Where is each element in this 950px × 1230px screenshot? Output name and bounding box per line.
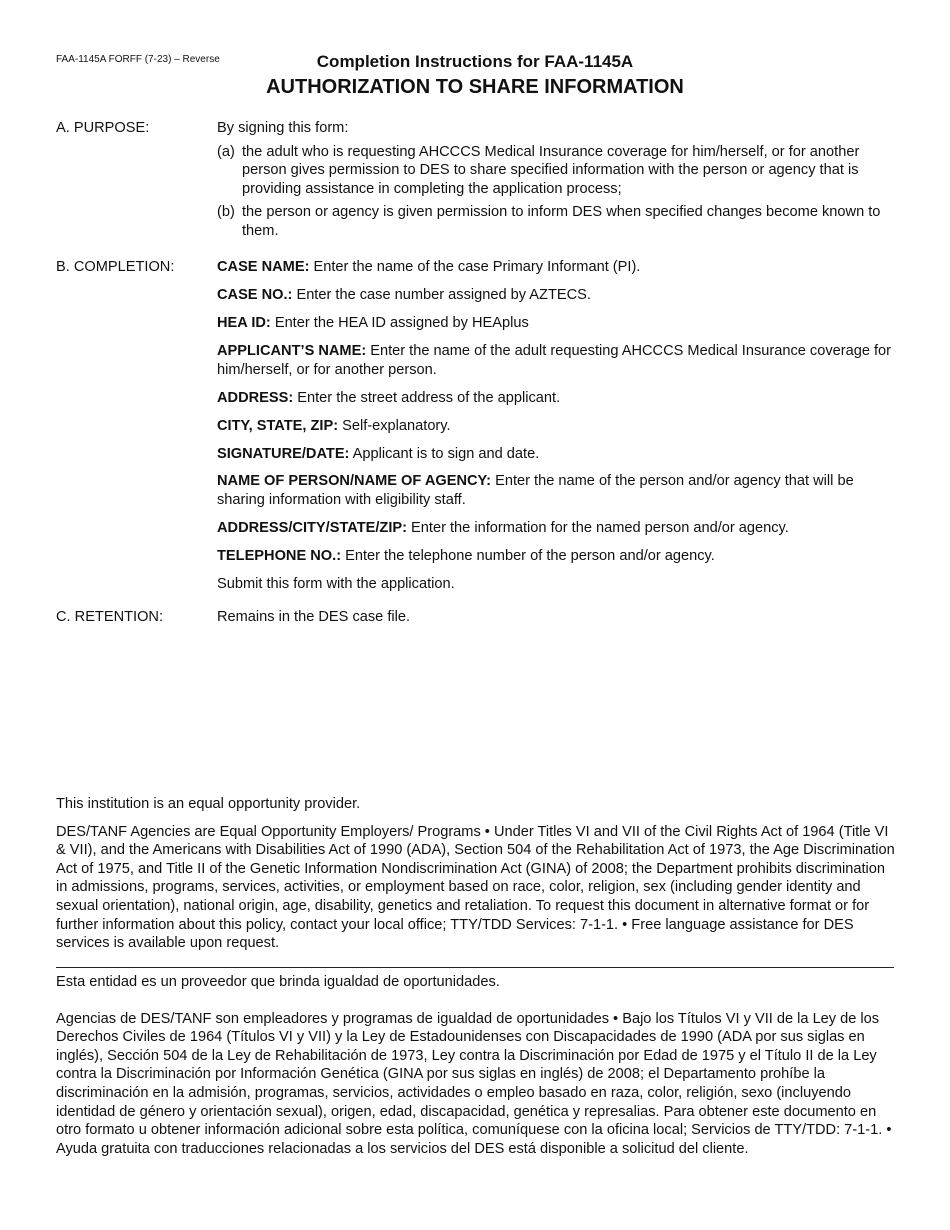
completion-label: B. COMPLETION: bbox=[56, 259, 175, 275]
document-subtitle: Completion Instructions for FAA-1145A bbox=[316, 52, 634, 71]
purpose-label: A. PURPOSE: bbox=[56, 120, 150, 136]
footer-spanish bbox=[56, 973, 896, 1158]
field-desc: Enter the information for the named person and/or agency. bbox=[407, 520, 789, 537]
field-desc: Applicant is to sign and date. bbox=[349, 445, 540, 462]
field-instruction bbox=[217, 445, 897, 464]
purpose-item bbox=[217, 143, 897, 199]
field-term: HEA ID: bbox=[217, 314, 271, 331]
document-title: AUTHORIZATION TO SHARE INFORMATION bbox=[266, 76, 684, 98]
field-instruction bbox=[217, 286, 897, 305]
purpose-item-text: the person or agency is given permission to inform DES when specified changes become known to them. bbox=[242, 204, 881, 239]
title-block bbox=[0, 52, 950, 99]
field-term: CASE NO.: bbox=[217, 286, 293, 303]
purpose-body bbox=[217, 119, 897, 241]
field-term: TELEPHONE NO.: bbox=[217, 548, 342, 565]
field-instruction bbox=[217, 472, 897, 509]
field-term: APPLICANT’S NAME: bbox=[217, 342, 367, 359]
field-desc: Enter the HEA ID assigned by HEAplus bbox=[270, 314, 529, 331]
field-desc: Enter the name of the case Primary Informant (PI). bbox=[309, 259, 641, 275]
equal-opportunity-statement-es: Esta entidad es un proveedor que brinda igualdad de oportunidades. bbox=[56, 974, 500, 990]
nondiscrimination-notice: DES/TANF Agencies are Equal Opportunity Employers/ Programs • Under Titles VI and VII of the Civil Rights Act of 1964 (Title VI & VII), and the Americans with Disabilities Act of 1990 (ADA), Section 504 of the Rehabilitation Act of 1973, the Age Discrimination Act of 1975, and Title II of the Genetic Information Nondiscrimination Act (GINA) of 2008; the Department prohibits discrimination in admissions, programs, services, activities, or employment based on race, color, religion, sex (including gender identity and sexual orientation), national origin, age, disability, genetics and retaliation. To request this document in alternative format or for further information about this policy, contact your local office; TTY/TDD Services: 7-1-1. • Free language assistance for DES services is available upon request. bbox=[56, 823, 895, 952]
retention-text: Remains in the DES case file. bbox=[217, 609, 411, 625]
field-instruction bbox=[217, 547, 897, 566]
field-instruction bbox=[217, 389, 897, 408]
purpose-intro: By signing this form: bbox=[217, 120, 349, 136]
field-instruction bbox=[217, 342, 897, 379]
submit-note: Submit this form with the application. bbox=[217, 576, 455, 593]
purpose-item-mark: (a) bbox=[217, 143, 235, 160]
footer-english bbox=[56, 795, 896, 953]
field-term: CASE NAME: bbox=[217, 259, 310, 275]
equal-opportunity-statement: This institution is an equal opportunity provider. bbox=[56, 796, 361, 812]
field-instruction bbox=[217, 519, 897, 538]
field-desc: Enter the street address of the applicant. bbox=[293, 389, 561, 406]
field-desc: Enter the telephone number of the person and/or agency. bbox=[341, 548, 715, 565]
field-instruction bbox=[217, 314, 897, 333]
field-term: SIGNATURE/DATE: bbox=[217, 445, 350, 462]
field-term: ADDRESS/CITY/STATE/ZIP: bbox=[217, 520, 407, 537]
retention-label: C. RETENTION: bbox=[56, 609, 164, 625]
field-desc: Self-explanatory. bbox=[338, 417, 451, 434]
divider bbox=[56, 967, 894, 968]
field-term: NAME OF PERSON/NAME OF AGENCY: bbox=[217, 473, 492, 490]
field-term: ADDRESS: bbox=[217, 389, 294, 406]
field-desc: Enter the name of the adult requesting AHCCCS Medical Insurance coverage for him/herself, or for another person. bbox=[217, 342, 892, 378]
field-instruction bbox=[217, 258, 897, 277]
field-term: CITY, STATE, ZIP: bbox=[217, 417, 339, 434]
purpose-item bbox=[217, 203, 897, 240]
nondiscrimination-notice-es: Agencias de DES/TANF son empleadores y programas de igualdad de oportunidades • Bajo los Títulos VI y VII de la Ley de los Derechos Civiles de 1964 (Títulos VI y VII) y la Ley de Estadounidenses con Discapacidades de 1990 (ADA por sus siglas en inglés), Sección 504 de la Ley de Rehabilitación de 1973, Ley contra la Discriminación por Edad de 1975 y el Título II de la Ley contra la Discriminación por Información Genética (GINA por sus siglas en inglés) de 2008; el Departamento prohíbe la discriminación en la admisión, programas, servicios, actividades o empleo basado en raza, color, religión, sexo (incluyendo identidad de género y orientación sexual), origen, edad, discapacidad, genética y represalias. Para obtener este documento en otro formato u obtener información adicional sobre esta política, comuníquese con la oficina local; Servicios de TTY/TDD: 7-1-1. • Ayuda gratuita con traducciones relacionadas a los servicios del DES está disponible a solicitud del cliente. bbox=[56, 1010, 892, 1157]
completion-body bbox=[217, 258, 897, 603]
field-desc: Enter the case number assigned by AZTECS. bbox=[292, 286, 591, 303]
form-id: FAA-1145A FORFF (7-23) – Reverse bbox=[56, 54, 220, 65]
purpose-item-text: the adult who is requesting AHCCCS Medical Insurance coverage for him/herself, or for another person gives permission to DES to share specified information with the person or agency that is providing assistance in completing the application process; bbox=[242, 143, 860, 197]
field-desc: Enter the name of the person and/or agency that will be sharing information with eligibility staff. bbox=[217, 473, 854, 509]
purpose-item-mark: (b) bbox=[217, 204, 235, 221]
field-instruction bbox=[217, 417, 897, 436]
